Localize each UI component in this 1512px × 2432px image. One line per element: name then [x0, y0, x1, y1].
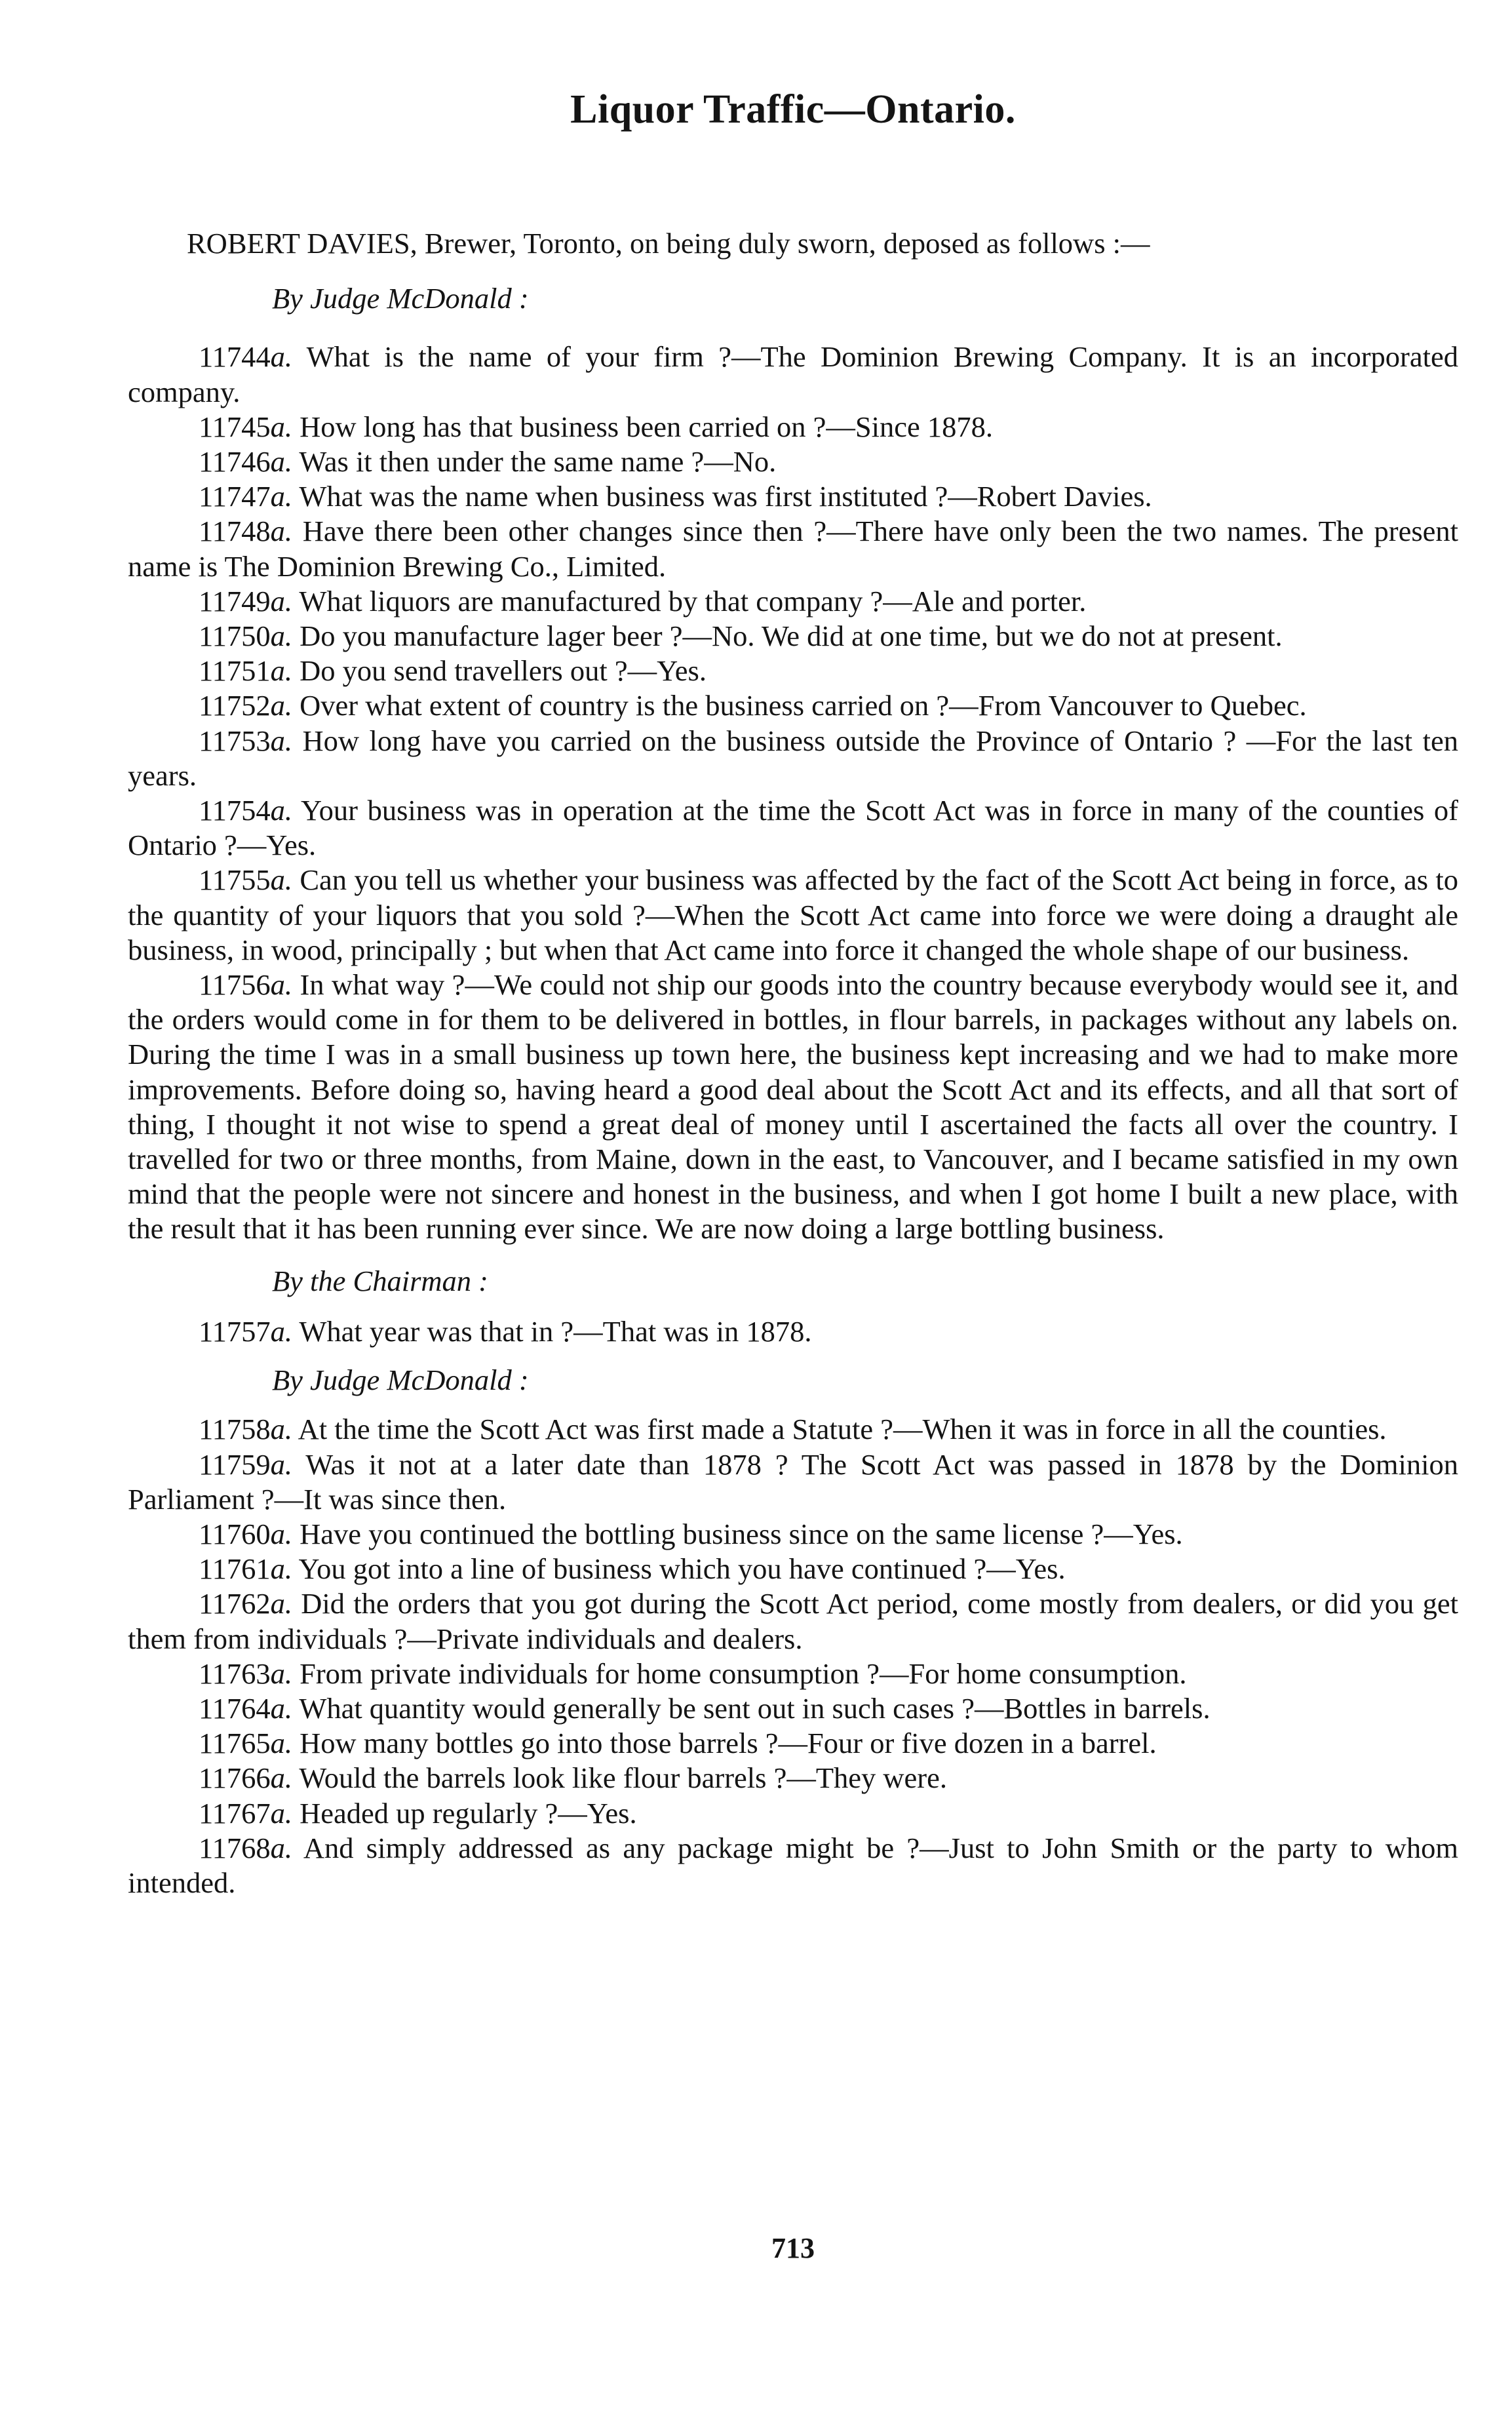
question-paragraph [128, 863, 1458, 968]
examiner-heading-judge: By Judge McDonald : [272, 282, 529, 315]
question-paragraph [128, 724, 1458, 793]
question-text: How long has that business been carried on ?—Since 1878. [300, 410, 993, 443]
question-number: 11748a. [199, 515, 292, 548]
question-paragraph [128, 444, 1458, 479]
examiner-heading-judge: By Judge McDonald : [272, 1363, 529, 1397]
question-paragraph [128, 410, 1458, 444]
question-paragraph [128, 619, 1458, 654]
examiner-heading-chairman: By the Chairman : [272, 1264, 488, 1297]
question-number: 11750a. [199, 619, 292, 653]
question-paragraph [128, 1552, 1458, 1586]
question-number: 11749a. [199, 584, 292, 618]
question-number: 11767a. [199, 1796, 292, 1830]
question-number: 11761a. [199, 1552, 292, 1586]
question-text: Have you continued the bottling business since on the same license ?—Yes. [300, 1517, 1183, 1550]
question-number: 11751a. [199, 654, 292, 688]
testimony-body [128, 226, 1458, 1900]
question-paragraph [128, 1831, 1458, 1900]
question-number: 11758a. [199, 1413, 292, 1446]
question-paragraph [128, 793, 1458, 863]
question-number: 11765a. [199, 1727, 292, 1760]
question-paragraph [128, 968, 1458, 1247]
question-text: What liquors are manufactured by that company ?—Ale and porter. [299, 584, 1087, 618]
question-number: 11757a. [199, 1314, 292, 1348]
question-text: Would the barrels look like flour barrels ?—They were. [299, 1761, 947, 1795]
question-text: At the time the Scott Act was first made a Statute ?—When it was in force in all the counties. [298, 1413, 1387, 1446]
question-number: 11755a. [199, 863, 292, 897]
question-number: 11746a. [199, 445, 292, 479]
question-paragraph [128, 340, 1458, 409]
question-number: 11760a. [199, 1517, 292, 1550]
question-paragraph [128, 479, 1458, 514]
question-text: Do you send travellers out ?—Yes. [300, 654, 707, 688]
question-paragraph [128, 1657, 1458, 1691]
question-text: Did the orders that you got during the Scott Act period, come mostly from dealers, or did you get them from individuals ?—Private individuals and dealers. [128, 1587, 1459, 1655]
question-paragraph [128, 654, 1458, 688]
question-number: 11747a. [199, 480, 292, 513]
question-number: 11766a. [199, 1761, 292, 1795]
question-text: Headed up regularly ?—Yes. [300, 1796, 637, 1830]
question-paragraph [128, 1517, 1458, 1552]
question-text: Do you manufacture lager beer ?—No. We did at one time, but we do not at present. [300, 619, 1283, 653]
question-number: 11763a. [199, 1657, 292, 1690]
question-paragraph [128, 1726, 1458, 1761]
question-text: From private individuals for home consumption ?—For home consumption. [300, 1657, 1187, 1690]
question-text: What quantity would generally be sent out in such cases ?—Bottles in barrels. [299, 1691, 1211, 1725]
question-paragraph [128, 1314, 1458, 1349]
question-paragraph [128, 1761, 1458, 1795]
question-paragraph [128, 1412, 1458, 1447]
question-number: 11744a. [199, 340, 292, 374]
question-text: What year was that in ?—That was in 1878. [299, 1314, 812, 1348]
question-number: 11752a. [199, 689, 292, 722]
page-number: 713 [771, 2232, 815, 2264]
question-text: How many bottles go into those barrels ?—Four or five dozen in a barrel. [300, 1727, 1157, 1760]
question-paragraph [128, 584, 1458, 619]
question-text: What is the name of your firm ?—The Dominion Brewing Company. It is an incorporated company. [128, 340, 1458, 408]
question-text: Your business was in operation at the time the Scott Act was in force in many of the counties of Ontario ?—Yes. [128, 794, 1458, 862]
question-paragraph [128, 1447, 1458, 1517]
question-text: In what way ?—We could not ship our goods into the country because everybody would see it, and the orders would come in for them to be delivered in bottles, in flour barrels, in packages without any labels on. During the time I was in a small business up town here, the business kept increasing and we had to make more improvements. Before doing so, having heard a good deal about the Scott Act and its effects, and all that sort of thing, I thought it not wise to spend a great deal of money until I ascertained the facts all over the country. I travelled for two or three months, from Maine, down in the east, to Vancouver, and I became satisfied in my own mind that the people were not sincere and honest in the business, and when I got home I built a new place, with the result that it has been running ever since. We are now doing a large bottling business. [128, 968, 1458, 1245]
question-text: Was it then under the same name ?—No. [299, 445, 777, 479]
question-text: Have there been other changes since then ?—There have only been the two names. The present name is The Dominion Brewing Co., Limited. [128, 515, 1458, 583]
question-text: What was the name when business was first instituted ?—Robert Davies. [299, 480, 1152, 513]
question-number: 11759a. [199, 1447, 292, 1481]
question-number: 11745a. [199, 410, 292, 443]
question-number: 11754a. [199, 794, 292, 827]
question-text: Can you tell us whether your business was affected by the fact of the Scott Act being in force, as to the quantity of your liquors that you sold ?—When the Scott Act came into force we were doing a draught ale business, in wood, principally ; but when that Act came into force it changed the whole shape of our business. [128, 863, 1458, 966]
document-page [128, 0, 1458, 2432]
question-text: You got into a line of business which you have continued ?—Yes. [298, 1552, 1066, 1586]
question-text: How long have you carried on the business outside the Province of Ontario ? —For the last ten years. [128, 724, 1459, 792]
question-number: 11756a. [199, 968, 292, 1002]
question-paragraph [128, 1586, 1458, 1656]
question-paragraph [128, 1691, 1458, 1726]
question-number: 11762a. [199, 1587, 292, 1620]
witness-intro: ROBERT DAVIES, Brewer, Toronto, on being duly sworn, deposed as follows :— [187, 227, 1150, 260]
question-number: 11753a. [199, 724, 292, 757]
question-text: And simply addressed as any package might be ?—Just to John Smith or the party to whom intended. [128, 1831, 1458, 1899]
question-text: Was it not at a later date than 1878 ? The Scott Act was passed in 1878 by the Dominion Parliament ?—It was since then. [128, 1447, 1458, 1516]
page-title: Liquor Traffic—Ontario. [570, 87, 1016, 132]
question-number: 11768a. [199, 1831, 292, 1864]
question-paragraph [128, 514, 1458, 583]
question-paragraph [128, 1796, 1458, 1831]
question-text: Over what extent of country is the business carried on ?—From Vancouver to Quebec. [300, 689, 1307, 722]
question-paragraph [128, 688, 1458, 723]
question-number: 11764a. [199, 1691, 292, 1725]
